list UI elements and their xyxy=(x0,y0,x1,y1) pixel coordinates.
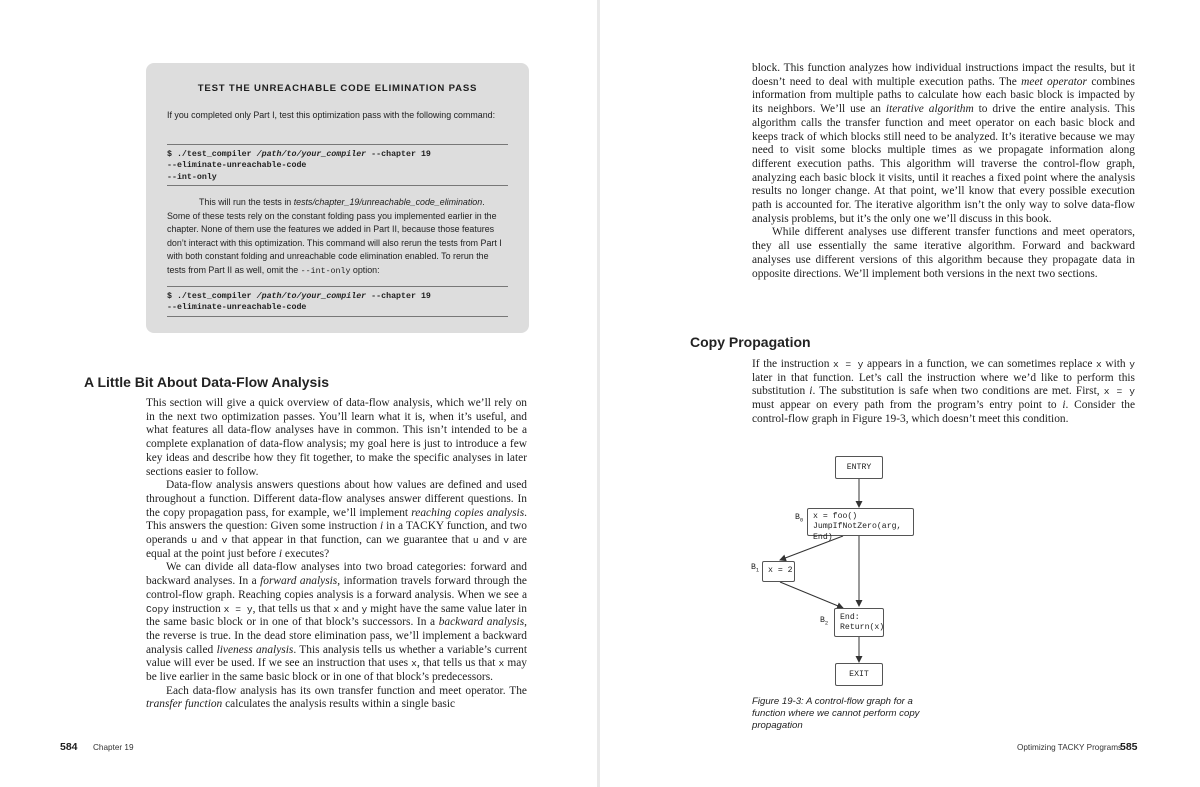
block-letter: B xyxy=(820,616,825,625)
code-path: /path/to/your_compiler xyxy=(256,292,367,301)
block-letter: B xyxy=(751,563,756,572)
inline-code: --int-only xyxy=(300,266,351,276)
text: and xyxy=(196,534,222,547)
block-b0 xyxy=(807,508,914,542)
entry-node: ENTRY xyxy=(835,456,883,479)
block-subscript: 2 xyxy=(824,619,829,627)
text: If the instruction xyxy=(752,358,834,370)
code-rule-bottom xyxy=(167,185,508,186)
section-heading: A Little Bit About Data-Flow Analysis xyxy=(84,374,330,390)
text: might have the same value later in the same basic block or in one of that block’s successors. In a xyxy=(146,602,527,629)
inline-code: v xyxy=(503,535,509,547)
term: reaching copies analysis xyxy=(411,506,525,519)
inline-code: x xyxy=(498,658,505,670)
text: combines information from multiple paths to calculate how each basic block is impacted by its neighbors. We’ll use an xyxy=(752,75,1135,116)
code-block-1 xyxy=(167,149,431,183)
block-b1 xyxy=(762,561,795,582)
text: , the reverse is true. In the dead store elimination pass, we’ll implement a backward analysis called xyxy=(146,616,527,656)
code-text: --int-only xyxy=(167,172,217,182)
text: and xyxy=(339,602,362,615)
left-body-text xyxy=(146,397,527,712)
inline-code: x = y xyxy=(1103,386,1135,398)
section-heading: Copy Propagation xyxy=(690,334,811,350)
test-path: tests/chapter_19/unreachable_code_elimination xyxy=(293,197,483,207)
term: i xyxy=(809,385,813,398)
text: must appear on every path from the program’s entry point to xyxy=(752,399,1063,412)
text: . This answers the question: Given some instruction xyxy=(146,506,528,533)
page-number: 584 xyxy=(60,741,78,753)
instruction: JumpIfNotZero(arg, End) xyxy=(813,522,902,542)
inline-code: x = y xyxy=(833,359,864,370)
text: in a TACKY function, and two operands xyxy=(146,520,527,547)
right-page xyxy=(600,0,1200,787)
instruction: End: xyxy=(840,613,860,622)
code-text: --chapter 19 xyxy=(366,150,431,159)
inline-code: v xyxy=(221,535,228,547)
code-text: --chapter 19 xyxy=(366,292,431,301)
figure-caption: Figure 19-3: A control-flow graph for a function where we cannot perform copy propagation xyxy=(752,696,920,731)
inline-code: x xyxy=(333,603,340,615)
instruction: x = 2 xyxy=(768,566,793,575)
code-rule-top xyxy=(167,144,508,145)
block-b2 xyxy=(834,608,884,637)
sidebar-intro: If you completed only Part I, test this optimization pass with the following command: xyxy=(167,110,496,120)
inline-code: x xyxy=(1096,359,1102,370)
copy-prop-text xyxy=(752,358,1135,427)
exit-node: EXIT xyxy=(835,663,883,686)
text: . Consider the control-flow graph in Figure 19-3, which doesn’t meet this condition. xyxy=(752,399,1135,425)
control-flow-graph xyxy=(740,450,940,690)
text: with xyxy=(1101,358,1130,370)
inline-code: u xyxy=(191,535,197,547)
text: to drive the entire analysis. This algorithm calls the transfer function and meet operator on each basic block and keeps track of which blocks still need to be analyzed. It’s iterative because we may need to visit some blocks multiple times as we propagate information along different execution paths. This algorithm will traverse the control-flow graph, analyzing each basic block it visits, until it reaches a fixed point where the analysis results no longer change. At that point, we’ll know that every possible execution path is accounted for. The iterative algorithm isn’t the only way to solve data-flow analysis problems, but it’s the only one we’ll discuss in this book. xyxy=(752,103,1135,225)
text: Data-flow analysis answers questions about how values are defined and used throughout a function. Different data-flow analyses answer different questions. In the copy propagation pass, for example, we’ll implement xyxy=(146,479,527,519)
text: calculates the analysis results within a single basic xyxy=(222,698,456,711)
code-path: /path/to/your_compiler xyxy=(256,150,367,159)
text: instruction xyxy=(169,602,224,615)
text: . This analysis tells us whether a variable’s current value will ever be used. If we see an instruction that uses xyxy=(146,643,527,670)
text: may be live earlier in the same basic block or in one of that block’s predecessors. xyxy=(146,657,528,684)
code-rule-bottom xyxy=(167,316,508,317)
inline-code: x xyxy=(411,658,417,670)
term: i xyxy=(1062,399,1066,412)
term: backward analysis xyxy=(438,616,525,629)
code-rule-top xyxy=(167,286,508,287)
text: are equal at the point just before xyxy=(146,534,527,560)
text: , that tells us that xyxy=(252,602,334,615)
instruction: Return(x) xyxy=(840,623,885,633)
text: Each data-flow analysis has its own transfer function and meet operator. The xyxy=(166,684,527,697)
code-text: --eliminate-unreachable-code xyxy=(167,303,307,313)
running-footer: Chapter 19 xyxy=(93,743,134,752)
block-label-b2 xyxy=(820,616,828,627)
left-page xyxy=(0,0,597,787)
right-body-text xyxy=(752,62,1135,281)
block-label-b0 xyxy=(795,513,803,524)
inline-code: y xyxy=(1129,359,1135,370)
code-text: $ ./test_compiler xyxy=(167,292,257,301)
inline-code: u xyxy=(472,535,479,547)
text: . The substitution is safe when two conditions are met. First, xyxy=(812,385,1104,398)
para-text: option: xyxy=(350,264,380,275)
block-subscript: 0 xyxy=(799,516,804,524)
block-label-b1 xyxy=(751,563,759,574)
term: liveness analysis xyxy=(216,643,294,656)
para-text: . Some of these tests rely on the constant folding pass you implemented earlier in the chapter. None of them use the features we added in Part II, because those features don’t interact with this optimization. This command will also rerun the tests from Part I with both constant folding and unreachable code elimination enabled. To rerun the tests from Part II as well, omit the xyxy=(167,197,502,275)
instruction: x = foo() xyxy=(813,512,858,521)
para-text: This will run the tests in xyxy=(199,197,294,207)
text: , that tells us that xyxy=(416,657,499,670)
text: , information travels forward through the control-flow graph. Reaching copies analysis is a forward analysis. When we see a xyxy=(146,575,527,601)
sidebar-paragraph xyxy=(167,196,508,279)
term: meet operator xyxy=(1021,75,1087,88)
paragraph xyxy=(752,358,1135,427)
term: iterative algorithm xyxy=(885,103,974,116)
paragraph: This section will give a quick overview of data-flow analysis, which we’ll rely on in the next two optimization passes. You’ll learn what it is, when it’s useful, and what features all data-flow analyses have in common. This isn’t intended to be a complete explanation of data-flow analysis; my goal here is just to introduce a few key ideas and describe how they fit together, to make the specific analyses in later sections easier to follow. xyxy=(146,397,527,478)
sidebar-title: TEST THE UNREACHABLE CODE ELIMINATION PASS xyxy=(197,83,478,94)
term: forward analysis xyxy=(260,575,338,588)
paragraph: While different analyses use different transfer functions and meet operators, they all use essentially the same iterative algorithm. Forward and backward analyses use different versions of this algorithm because they propagate data in opposite directions. We’ll implement both versions in the next two sections. xyxy=(752,226,1135,280)
page-number: 585 xyxy=(1120,741,1138,753)
term: i xyxy=(278,547,283,560)
text: later in that function. Let’s call the instruction where we’d like to perform this substitution xyxy=(752,371,1135,398)
paragraph xyxy=(752,62,1135,226)
text: and xyxy=(478,534,504,547)
term: i xyxy=(380,520,384,533)
block-subscript: 1 xyxy=(755,566,760,574)
paragraph xyxy=(146,561,527,684)
text: executes? xyxy=(282,547,330,560)
running-footer: Optimizing TACKY Programs xyxy=(1017,743,1123,752)
block-letter: B xyxy=(795,513,800,522)
text: We can divide all data-flow analyses into two broad categories: forward and backward analyses. In a xyxy=(146,561,527,588)
inline-code: x = y xyxy=(223,603,253,615)
edge-b1-b2 xyxy=(780,582,843,608)
text: that appear in that function, can we guarantee that xyxy=(227,534,473,547)
term: transfer function xyxy=(146,698,223,711)
code-text: --eliminate-unreachable-code xyxy=(167,161,307,171)
code-block-2 xyxy=(167,291,431,314)
sidebar-box xyxy=(146,63,529,333)
text: block. This function analyzes how individual instructions impact the results, but it doesn’t need to deal with multiple execution paths. The xyxy=(752,62,1135,88)
paragraph xyxy=(146,685,527,712)
inline-code: y xyxy=(361,603,368,615)
code-text: $ ./test_compiler xyxy=(167,150,257,159)
paragraph xyxy=(146,479,527,561)
text: appears in a function, we can sometimes replace xyxy=(863,358,1096,370)
inline-code: Copy xyxy=(146,603,170,615)
